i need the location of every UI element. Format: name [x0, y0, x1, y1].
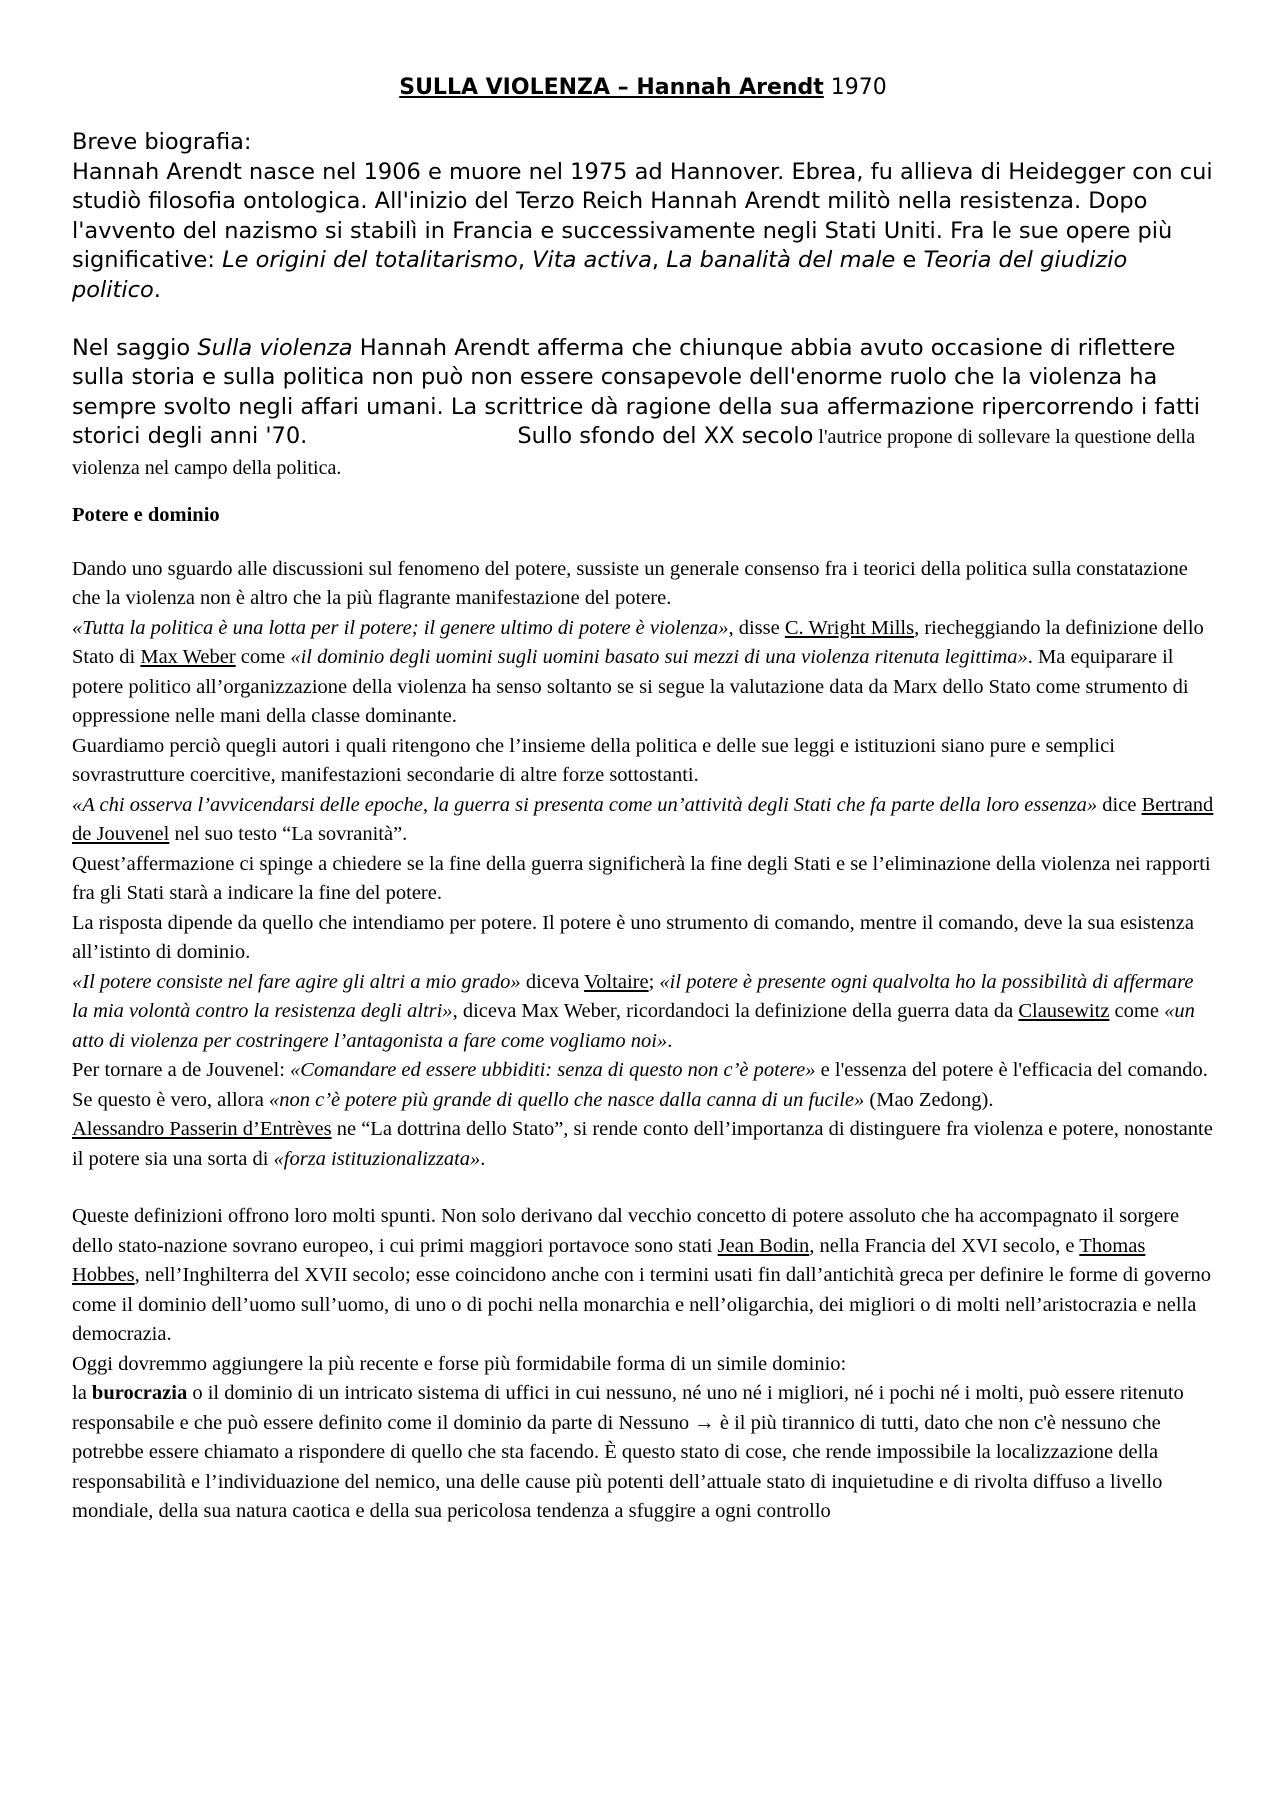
body-text: come — [1109, 1000, 1165, 1023]
bio-text: . — [153, 276, 161, 303]
body-paragraph — [72, 614, 1214, 732]
body-text: . Ma equiparare il potere politico all’organizzazione della violenza ha senso soltanto se si segue la valutazione data da Marx dello Stato come strumento di oppressione nelle mani della classe dominante. — [72, 646, 1189, 728]
body-text: (Mao Zedong). — [864, 1088, 994, 1111]
body-text: Guardiamo perciò quegli autori i quali ritengono che l’insieme della politica e delle sue leggi e istituzioni siano pure e semplici sovrastrutture coercitive, manifestazioni secondarie di altre forze sottostanti. — [72, 734, 1115, 787]
body-paragraph — [72, 850, 1214, 909]
body-text: come — [235, 646, 291, 669]
body-text: Per tornare a de Jouvenel: — [72, 1059, 291, 1082]
body-text: la — [72, 1382, 92, 1405]
quote: «il potere è presente ogni qualvolta ho la possibilità di affermare la mia volontà contro la resistenza degli altri» — [72, 970, 1194, 1023]
body-text: o il dominio di un intricato sistema di uffici in cui nessuno, né uno né i migliori, né i pochi né i molti, può essere ritenuto responsabile e che può essere definito come il dominio da parte di Nessuno → è il più tirannico di tutti, dato che non c'è nessuno che potrebbe essere chiamato a rispondere di quello che sta facendo. È questo stato di cose, che rende impossibile la localizzazione della responsabilità e l’individuazione del nemico, una delle cause più potenti dell’attuale stato di inquietudine e di rivolta diffuso a livello mondiale, della sua natura caotica e della sua pericolosa tendenza a sfuggire a ogni controllo — [72, 1382, 1184, 1523]
work-title: Vita activa — [532, 247, 652, 274]
body-paragraph — [72, 555, 1214, 614]
author-link[interactable]: Thomas Hobbes — [72, 1234, 1146, 1287]
body-text: Oggi dovremmo aggiungere la più recente e forse più formidabile forma di un simile dominio: — [72, 1352, 847, 1375]
author-link[interactable]: Clausewitz — [1018, 1000, 1110, 1023]
bold-term: burocrazia — [91, 1382, 188, 1405]
body-text: , riecheggiando la definizione dello Stato di — [72, 616, 1204, 669]
section-body — [72, 555, 1214, 1527]
body-text: . — [667, 1029, 673, 1052]
page-title — [72, 74, 1214, 102]
author-link[interactable]: Bertrand de Jouvenel — [72, 793, 1214, 846]
body-paragraph — [72, 1056, 1214, 1115]
body-paragraph — [72, 968, 1214, 1057]
quote: «forza istituzionalizzata» — [273, 1147, 481, 1170]
biography-label: Breve biografia: — [72, 129, 252, 155]
body-paragraph — [72, 1350, 1214, 1380]
bio-text: , — [517, 247, 533, 274]
intro-text: Nel saggio — [72, 334, 198, 361]
intro-text: l'autrice propone di sollevare la questione della violenza nel campo della politica. — [72, 426, 1196, 479]
essay-title: Sulla violenza — [197, 334, 353, 361]
body-text: Queste definizioni offrono loro molti spunti. Non solo derivano dal vecchio concetto di potere assoluto che ha accompagnato il sorgere dello stato-nazione sovrano europeo, i cui primi maggiori portavoce sono stati — [72, 1205, 1180, 1257]
quote: «Comandare ed essere ubbiditi: senza di questo non c’è potere» — [290, 1059, 816, 1082]
work-title: Teoria del giudizio politico — [72, 247, 1128, 303]
body-text: Dando uno sguardo alle discussioni sul fenomeno del potere, sussiste un generale consenso fra i teorici della politica sulla constatazione che la violenza non è altro che la più flagrante manifestazione del potere. — [72, 557, 1188, 610]
body-paragraph — [72, 732, 1214, 791]
body-text: nel suo testo “La sovranità”. — [169, 823, 408, 846]
body-text: , nella Francia del XVI secolo, e — [809, 1234, 1080, 1257]
biography-paragraph — [72, 158, 1214, 306]
biography-section — [72, 128, 1214, 484]
quote: «Tutta la politica è una lotta per il potere; il genere ultimo di potere è violenza» — [72, 616, 729, 639]
bio-text: , — [651, 247, 667, 274]
quote: «Il potere consiste nel fare agire gli altri a mio grado» — [72, 970, 521, 993]
work-title: La banalità del male — [666, 247, 896, 274]
body-paragraph — [72, 791, 1214, 850]
intro-text: Sullo sfondo del XX secolo — [517, 423, 814, 450]
body-text: e l'essenza del potere è l'efficacia del comando. Se questo è vero, allora — [72, 1059, 1208, 1111]
bio-text: Hannah Arendt nasce nel 1906 e muore nel 1975 ad Hannover. Ebrea, fu allieva di Heidegger con cui studiò filosofia ontologica. All'inizio del Terzo Reich Hannah Arendt militò nella resistenza. Dopo l'avvento del nazismo si stabilì in Francia e successivamente negli Stati Uniti. Fra le sue opere più significative: — [72, 158, 1213, 274]
essay-intro-paragraph — [72, 334, 1214, 484]
author-link[interactable]: Alessandro Passerin d’Entrèves — [72, 1118, 332, 1141]
body-text: diceva — [520, 970, 585, 993]
body-text: dice — [1097, 793, 1142, 816]
body-text: , disse — [728, 616, 785, 639]
section-heading: Potere e dominio — [72, 503, 220, 526]
body-paragraph — [72, 1115, 1214, 1174]
author-link[interactable]: Voltaire — [584, 970, 649, 993]
body-paragraph — [72, 909, 1214, 968]
author-link[interactable]: C. Wright Mills — [784, 616, 915, 639]
body-text: . — [480, 1147, 486, 1170]
work-title: Le origini del totalitarismo — [222, 247, 518, 274]
body-text: Quest’affermazione ci spinge a chiedere se la fine della guerra significherà la fine degli Stati e se l’eliminazione della violenza nei rapporti fra gli Stati starà a indicare la fine del potere. — [72, 852, 1211, 905]
body-text: , nell’Inghilterra del XVII secolo; esse coincidono anche con i termini usati fin dall’antichità greca per definire le forme di governo come il dominio dell’uomo sull’uomo, di uno o di pochi nella monarchia e nell’oligarchia, dei migliori o di molti nell’aristocrazia e nella democrazia. — [72, 1264, 1212, 1346]
intro-text: Hannah Arendt afferma che chiunque abbia avuto occasione di riflettere sulla storia e sulla politica non può non essere consapevole dell'enorme ruolo che la violenza ha sempre svolto negli affari umani. La scrittrice dà ragione della sua affermazione ripercorrendo i fatti storici degli anni '70. — [72, 334, 1200, 450]
body-paragraph — [72, 1379, 1214, 1527]
body-text: , diceva Max Weber, ricordandoci la definizione della guerra data da — [452, 1000, 1019, 1023]
body-text: ne “La dottrina dello Stato”, si rende conto dell’importanza di distinguere fra violenza e potere, nonostante il potere sia una sorta di — [72, 1118, 1213, 1170]
author-link[interactable]: Jean Bodin — [717, 1234, 810, 1257]
quote: «un atto di violenza per costringere l’antagonista a fare come vogliamo noi» — [72, 1000, 1195, 1052]
document-page — [72, 64, 1214, 1527]
quote: «il dominio degli uomini sugli uomini basato sui mezzi di una violenza ritenuta legittima» — [290, 646, 1028, 669]
quote: «non c’è potere più grande di quello che nasce dalla canna di un fucile» — [268, 1088, 865, 1111]
body-paragraph — [72, 1202, 1214, 1350]
quote: «A chi osserva l’avvicendarsi delle epoche, la guerra si presenta come un’attività degli Stati che fa parte della loro essenza» — [72, 793, 1098, 816]
author-link[interactable]: Max Weber — [140, 646, 236, 669]
bio-text: e — [895, 247, 924, 274]
body-text: La risposta dipende da quello che intendiamo per potere. Il potere è uno strumento di comando, mentre il comando, deve la sua esistenza all’istinto di dominio. — [72, 911, 1195, 964]
title-year: 1970 — [823, 75, 887, 100]
title-main: SULLA VIOLENZA – Hannah Arendt — [399, 75, 824, 100]
body-text: ; — [648, 970, 660, 993]
